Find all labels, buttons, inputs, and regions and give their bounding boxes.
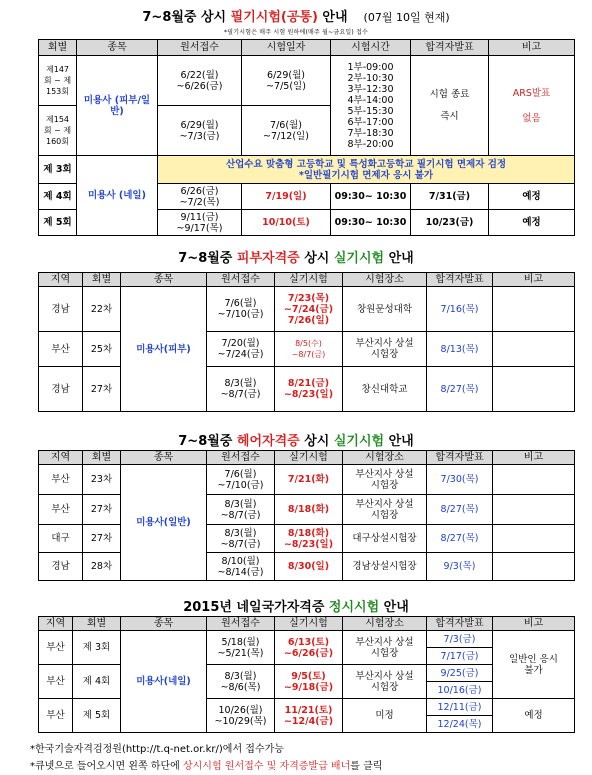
text: ~9/18(금) (283, 681, 334, 693)
table-cell (207, 665, 275, 699)
subject-nail (77, 156, 158, 236)
table-cell (343, 495, 427, 525)
table-cell (343, 631, 427, 665)
text: 없음 (522, 112, 541, 124)
text: 부산지사 상설시험장 (355, 468, 414, 491)
table-cell: 미정 (343, 699, 427, 733)
col-place: 시험장소 (343, 273, 427, 287)
col-note: 비고 (489, 40, 575, 56)
text: 제147회 ~ 제153회 (43, 65, 72, 96)
table-cell (343, 332, 427, 367)
subject-nail: 미용사(네일) (121, 631, 207, 733)
note-4: 예정 (489, 184, 575, 210)
table-cell: 제 5회 (73, 699, 121, 733)
text: 실기시험 (333, 434, 385, 449)
exam-5: 10/10(토) (242, 210, 331, 236)
apply-1 (158, 56, 242, 106)
table-cell: 10/16(금) (427, 682, 493, 699)
apply-2 (158, 106, 242, 156)
result-immediate (411, 56, 489, 156)
exemption-banner (158, 156, 575, 184)
text: 부산지사 상설시험장 (355, 338, 414, 360)
table-cell (493, 287, 575, 332)
text: 8부-20:00 (347, 138, 394, 150)
table-cell: 경남 (39, 287, 83, 332)
col-result: 합격자발표 (427, 617, 493, 631)
text: 피부자격증 (236, 251, 300, 266)
subject-beauty (77, 56, 158, 156)
table-cell (493, 367, 575, 412)
text: 8/10(월) ~8/14(금) (217, 555, 264, 578)
text: ~8/23(일) (283, 389, 334, 400)
text: 11/21(토) (284, 704, 333, 716)
table-cell: 12/24(목) (427, 716, 493, 733)
col-exam: 실기시험 (275, 273, 343, 287)
table-cell: 28차 (83, 553, 121, 581)
text: 부산지사 상설시험장 (355, 670, 414, 693)
text: 8/3(월) ~8/7(금) (220, 527, 261, 550)
table-row (39, 367, 575, 412)
table-cell (275, 287, 343, 332)
col-place: 시험장소 (343, 617, 427, 631)
round-range-a (39, 56, 77, 106)
title-written-exam (0, 6, 592, 25)
note-ars (489, 56, 575, 156)
table-cell (207, 332, 275, 367)
text: ~12/4(금) (283, 715, 334, 727)
table-cell: 부산 (39, 332, 83, 367)
text: 를 클릭 (350, 761, 383, 772)
text: 7부-18:30 (347, 127, 394, 139)
text: 5/18(월) ~5/21(목) (217, 636, 264, 659)
table-cell: 27차 (83, 525, 121, 553)
exam-times (331, 56, 411, 156)
table-cell: 8/27(목) (427, 495, 493, 525)
table-cell (343, 665, 427, 699)
table-cell: 27차 (83, 495, 121, 525)
table-cell: 부산 (39, 465, 83, 495)
table-cell (207, 553, 275, 581)
col-exam-time: 시험시간 (331, 40, 411, 56)
written-exam-note: *필기시험은 매주 시험 원하에(매주 월~금요일) 접수 (224, 29, 368, 36)
text: 10/26(월) ~10/29(목) (214, 704, 267, 727)
table-cell: 7/21(화) (275, 465, 343, 495)
apply-5 (158, 210, 242, 236)
col-round: 회별 (83, 451, 121, 465)
text: 6/29(월) ~7/5(일) (266, 69, 306, 92)
written-exam-table (38, 39, 575, 236)
text: 8/18(화) (287, 527, 330, 539)
col-place: 시험장소 (343, 451, 427, 465)
text: 실기시험 (333, 251, 385, 266)
text: 7/23(목) (287, 292, 330, 304)
text: 6/26(금) ~7/2(목) (179, 185, 220, 208)
table-cell: 부산 (39, 665, 73, 699)
table-cell (207, 495, 275, 525)
text: 7~8월중 상시 (142, 10, 231, 25)
col-apply: 원서접수 (158, 40, 242, 56)
note-general (493, 631, 575, 699)
col-subject: 종목 (121, 451, 207, 465)
text: 8/21(금) (287, 378, 330, 389)
table-row (39, 495, 575, 525)
table-cell: 부산 (39, 495, 83, 525)
exam-2 (242, 106, 331, 156)
col-region: 지역 (39, 273, 83, 287)
table-row (39, 699, 575, 716)
text: 상시시험 원서접수 및 자격증발급 배너 (182, 761, 351, 772)
table-cell: 12/11(금) (427, 699, 493, 716)
col-subject: 종목 (121, 617, 207, 631)
table-cell (275, 367, 343, 412)
text: 2부-10:30 (347, 72, 394, 84)
col-note: 비고 (493, 617, 575, 631)
exam-1 (242, 56, 331, 106)
table-cell: 경남상설시험장 (343, 553, 427, 581)
result-5: 10/23(금) (411, 210, 489, 236)
text: ~8/7(금) (291, 350, 326, 359)
text: 2015년 네일국가자격증 (183, 600, 329, 615)
title-hair-practical (0, 430, 592, 449)
table-cell: 창신대학교 (343, 367, 427, 412)
text: 7/6(월) ~7/10(금) (217, 298, 264, 320)
table-cell: 9/25(금) (427, 665, 493, 682)
result-4: 7/31(금) (411, 184, 489, 210)
col-result: 합격자발표 (427, 273, 493, 287)
text: 산업수요 맞춤형 고등학교 및 특성화고등학교 필기시험 면제자 검정 (225, 158, 507, 170)
col-subject: 종목 (121, 273, 207, 287)
table-cell (275, 332, 343, 367)
table-cell: 8/27(목) (427, 525, 493, 553)
text: ARS발표 (512, 87, 551, 99)
col-note: 비고 (493, 273, 575, 287)
table-row (39, 525, 575, 553)
text: 제154회 ~ 제160회 (43, 115, 72, 146)
note-planned: 예정 (493, 699, 575, 733)
table-cell: 제 4회 (73, 665, 121, 699)
text: 일반인 응시불가 (509, 653, 558, 676)
text: 6부-17:00 (347, 116, 394, 128)
table-cell: 경남 (39, 367, 83, 412)
table-cell: 경남 (39, 553, 83, 581)
table-cell: 8/18(화) (275, 495, 343, 525)
text: 3부-12:30 (347, 83, 394, 95)
text: *일반필기시험 면제자 응시 불가 (298, 169, 434, 181)
col-subject: 종목 (77, 40, 158, 56)
text: ~7/24(금) (283, 303, 334, 315)
table-cell (493, 553, 575, 581)
col-region: 지역 (39, 451, 83, 465)
table-cell (493, 525, 575, 553)
col-exam: 실기시험 (275, 617, 343, 631)
table-cell (207, 367, 275, 412)
apply-4 (158, 184, 242, 210)
col-round: 회별 (39, 40, 77, 56)
footer-register-info: *한국기술자격검정원(http://t.q-net.or.kr/)에서 접수가능 (30, 744, 284, 755)
text: 부산지사 상설시험장 (355, 498, 414, 521)
round-5: 제 5회 (39, 210, 77, 236)
text: 6/29(월) ~7/3(금) (179, 119, 220, 142)
text: 미용사 (네일) (88, 190, 146, 201)
col-round: 회별 (83, 273, 121, 287)
table-cell (493, 332, 575, 367)
text: 안내 (379, 600, 409, 615)
text: 정시시험 (328, 600, 380, 615)
table-cell (207, 631, 275, 665)
skin-practical-table (38, 272, 575, 412)
title-nail-regular (0, 596, 592, 615)
table-cell (493, 465, 575, 495)
table-cell (207, 465, 275, 495)
table-row (39, 631, 575, 648)
text: 헤어자격증 (236, 434, 300, 449)
text: 7/6(월) ~7/10(금) (217, 468, 264, 491)
col-result: 합격자발표 (411, 40, 489, 56)
table-cell (207, 287, 275, 332)
col-region: 지역 (39, 617, 73, 631)
text: 8/3(월) ~8/7(금) (220, 498, 261, 521)
table-cell: 부산 (39, 631, 73, 665)
col-note: 비고 (493, 451, 575, 465)
col-apply: 원서접수 (207, 451, 275, 465)
text: 5부-15:30 (347, 105, 394, 117)
time-4: 09:30~ 10:30 (331, 184, 411, 210)
text: 9/11(금) ~9/17(목) (176, 211, 223, 234)
text (489, 99, 574, 113)
title-skin-practical (0, 247, 592, 266)
note-5: 예정 (489, 210, 575, 236)
table-cell: 23차 (83, 465, 121, 495)
table-cell: 제 3회 (73, 631, 121, 665)
col-result: 합격자발표 (427, 451, 493, 465)
table-cell: 대구상설시험장 (343, 525, 427, 553)
table-cell (207, 699, 275, 733)
text: 안내 (384, 251, 414, 266)
table-cell: 7/17(금) (427, 648, 493, 665)
table-row (39, 465, 575, 495)
table-cell: 27차 (83, 367, 121, 412)
col-apply: 원서접수 (207, 273, 275, 287)
text: 8/3(월) ~8/6(목) (220, 670, 261, 693)
current-date: (07월 10일 현재) (363, 11, 450, 24)
table-cell: 7/30(목) (427, 465, 493, 495)
table-cell: 7/16(목) (427, 287, 493, 332)
table-cell (493, 495, 575, 525)
table-cell: 8/30(일) (275, 553, 343, 581)
table-cell: 22차 (83, 287, 121, 332)
hair-practical-table (38, 450, 575, 581)
table-cell: 9/3(목) (427, 553, 493, 581)
table-cell: 창원문성대학 (343, 287, 427, 332)
round-3: 제 3회 (39, 156, 77, 184)
text: 안내 (317, 10, 348, 25)
table-row (39, 332, 575, 367)
text: 7/20(월) ~7/24(금) (217, 338, 264, 360)
text: 7~8월중 (178, 434, 237, 449)
text: ~8/23(일) (283, 538, 334, 550)
table-cell: 부산 (39, 699, 73, 733)
subject-hair: 미용사(일반) (121, 465, 207, 581)
footer-qnet-info (30, 757, 382, 772)
text: 상시 (299, 251, 334, 266)
text: 7~8월중 (178, 251, 237, 266)
text: ~6/26(금) (283, 647, 334, 659)
table-cell (343, 465, 427, 495)
time-5: 09:30~ 10:30 (331, 210, 411, 236)
subject-skin: 미용사(피부) (121, 287, 207, 412)
col-exam: 실기시험 (275, 451, 343, 465)
text: *큐넷으로 들어오시면 왼쪽 하단에 (30, 761, 183, 772)
text: 6/13(토) (287, 636, 330, 648)
table-cell: 25차 (83, 332, 121, 367)
text: 7/6(월) ~7/12(일) (263, 119, 309, 142)
table-cell (275, 525, 343, 553)
table-cell (207, 525, 275, 553)
round-range-b (39, 106, 77, 156)
table-cell (275, 665, 343, 699)
text: 시험 종료 즉시 (429, 88, 470, 122)
table-cell (275, 699, 343, 733)
text: 안내 (384, 434, 414, 449)
col-exam-date: 시험일자 (242, 40, 331, 56)
round-4: 제 4회 (39, 184, 77, 210)
table-cell: 7/3(금) (427, 631, 493, 648)
exam-4: 7/19(일) (242, 184, 331, 210)
table-row (39, 553, 575, 581)
table-cell (275, 631, 343, 665)
text: 8/5(수) (295, 339, 322, 348)
text: 8/3(월) ~8/7(금) (220, 378, 261, 400)
table-cell: 대구 (39, 525, 83, 553)
text: 7/26(일) (287, 314, 330, 326)
nail-regular-table (38, 616, 575, 733)
text: 상시 (299, 434, 334, 449)
col-round: 회별 (73, 617, 121, 631)
table-row (39, 287, 575, 332)
text: 1부-09:00 (347, 61, 394, 73)
table-cell: 8/27(목) (427, 367, 493, 412)
text: 미용사 (피부/일반) (83, 94, 151, 117)
text: 부산지사 상설시험장 (355, 636, 414, 659)
table-cell: 8/13(목) (427, 332, 493, 367)
text: 9/5(토) (291, 670, 326, 682)
text: 4부-14:00 (347, 94, 394, 106)
col-apply: 원서접수 (207, 617, 275, 631)
text: 필기시험(공통) (230, 10, 318, 25)
text: 6/22(월) ~6/26(금) (176, 69, 223, 92)
